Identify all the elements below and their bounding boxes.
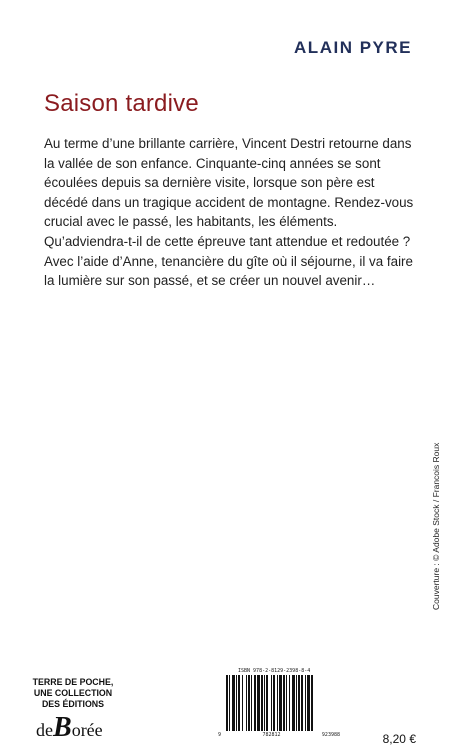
barcode-bar xyxy=(264,675,265,731)
barcode-bar xyxy=(254,675,256,731)
barcode-bar xyxy=(232,675,235,731)
barcode xyxy=(218,668,340,740)
barcode-bar xyxy=(242,675,243,731)
publisher-logo xyxy=(36,712,103,744)
barcode-bar xyxy=(279,675,282,731)
barcode-bar xyxy=(248,675,250,731)
publisher-line-1: TERRE DE POCHE, xyxy=(32,677,114,687)
publisher-line-3: DES ÉDITIONS xyxy=(41,699,105,709)
barcode-digit-first: 9 xyxy=(218,732,222,738)
barcode-bar xyxy=(246,675,247,731)
barcode-digits xyxy=(218,732,340,738)
barcode-bar xyxy=(289,675,290,731)
blurb-paragraph: Au terme d’une brillante carrière, Vincent Destri retourne dans la vallée de son enfance. Cinquante-cinq années se sont écoulées depuis sa dernière visite, lorsque son père est décédé dans un tragique accident de montagne. Rendez-vous crucial avec le passé, les habitants, les éléments. Qu’adviendra-t-il de cette épreuve tant attendue et redoutée ? Avec l’aide d’Anne, tenancière du gîte où il séjourne, il va faire la lumière sur son passé, et se créer un nouvel avenir… xyxy=(44,136,414,289)
price: 8,20 € xyxy=(382,732,416,746)
barcode-bar xyxy=(301,675,303,731)
barcode-bar xyxy=(283,675,285,731)
barcode-bar xyxy=(238,675,240,731)
barcode-bar xyxy=(226,675,228,731)
barcode-group-1: 782812 xyxy=(262,732,281,738)
cover-credit: Couverture : © Adobe Stock / Francois Roux xyxy=(431,442,441,610)
barcode-bar xyxy=(311,675,313,731)
logo-b: B xyxy=(53,712,72,743)
barcode-bar xyxy=(236,675,237,731)
barcode-bar xyxy=(271,675,272,731)
barcode-bar xyxy=(277,675,278,731)
barcode-bar xyxy=(286,675,287,731)
author-name: ALAIN PYRE xyxy=(294,38,412,57)
publisher-collection xyxy=(30,677,116,710)
barcode-bar xyxy=(257,675,260,731)
logo-rest: orée xyxy=(71,720,103,740)
barcode-bar xyxy=(292,675,295,731)
book-title: Saison tardive xyxy=(44,90,199,117)
barcode-bar xyxy=(305,675,306,731)
barcode-group-2: 923988 xyxy=(321,732,340,738)
barcode-bar xyxy=(273,675,275,731)
blurb-text xyxy=(44,134,422,291)
barcode-bar xyxy=(307,675,310,731)
barcode-isbn: ISBN 978-2-8129-2398-8-4 xyxy=(238,668,311,674)
barcode-bar xyxy=(266,675,268,731)
barcode-bar xyxy=(261,675,263,731)
barcode-bar xyxy=(251,675,252,731)
barcode-bars xyxy=(226,675,336,731)
barcode-bar xyxy=(298,675,300,731)
publisher-line-2: UNE COLLECTION xyxy=(33,688,113,698)
barcode-bar xyxy=(296,675,297,731)
barcode-bar xyxy=(229,675,230,731)
logo-de: de xyxy=(36,720,53,740)
